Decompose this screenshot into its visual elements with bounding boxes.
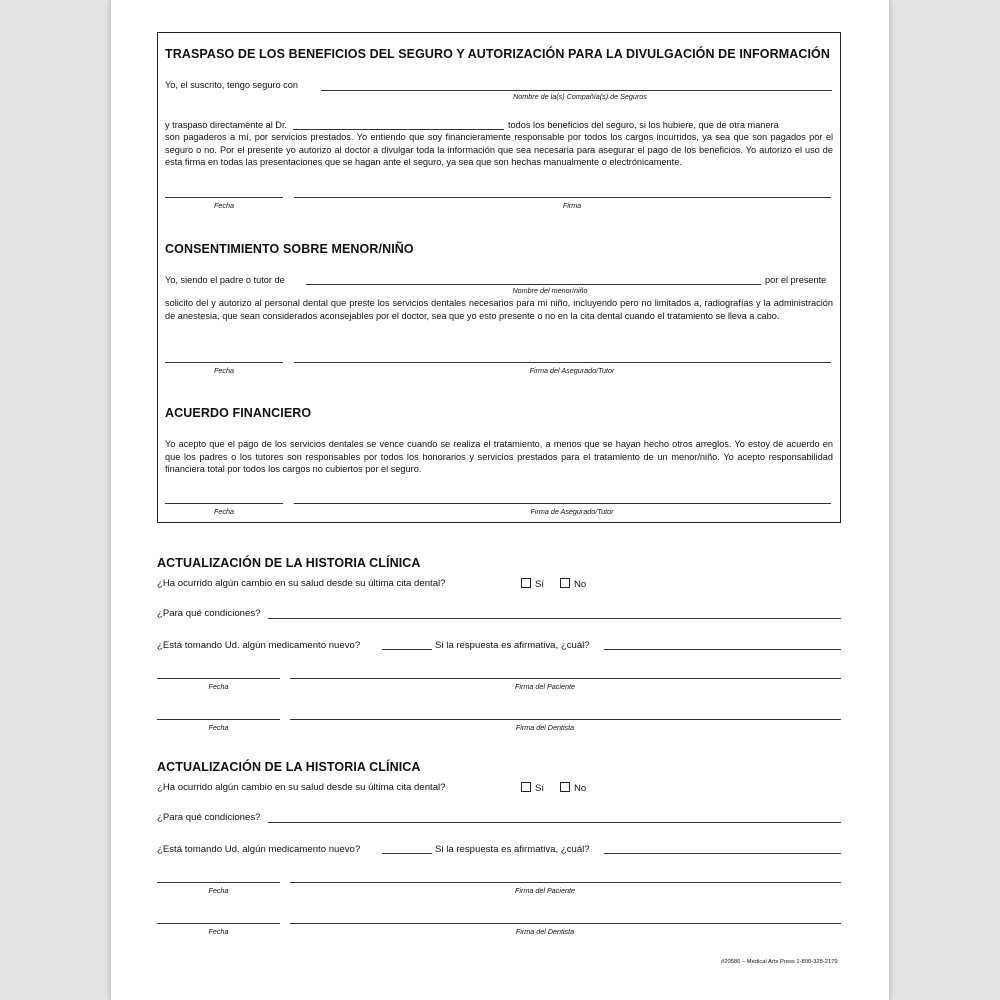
minor-name-field[interactable] <box>306 284 761 285</box>
financial-date-field[interactable] <box>165 503 283 504</box>
insured-with-label: Yo, el suscrito, tengo seguro con <box>165 80 298 90</box>
history1-conditions-question: ¿Para qué condiciones? <box>157 608 261 619</box>
history2-medication-field[interactable] <box>382 853 432 854</box>
financial-title: ACUERDO FINANCIERO <box>165 406 312 420</box>
history1-no-label: No <box>574 579 587 590</box>
minor-sign-caption: Firma del Asegurado/Tutor <box>529 366 615 375</box>
history1-no-option[interactable] <box>560 578 586 590</box>
history1-date-caption-1: Fecha <box>208 682 229 691</box>
minor-name-caption: Nombre del menor/niño <box>512 286 588 295</box>
minor-paragraph: solicito del y autorizo al personal dental que preste los servicios dentales necesarios para mi niño, incluyendo pero no limitados a, radiografías y la administración de anestesia, que sean considerados aconsejables por el doctor, sea que yo esto presente o no en la cita dental cuando el tratamiento se lleva a cabo. <box>165 298 833 321</box>
checkbox-icon[interactable] <box>521 782 531 792</box>
history1-date-caption-2: Fecha <box>208 723 229 732</box>
history1-patient-signature-field[interactable] <box>290 678 841 679</box>
history1-medication-field[interactable] <box>382 649 432 650</box>
history2-dentist-caption: Firma del Dentista <box>515 927 575 936</box>
history1-medication-question: ¿Está tomando Ud. algún medicamento nuevo? <box>157 640 361 651</box>
history2-no-option[interactable] <box>560 782 586 794</box>
history2-date-field-1[interactable] <box>157 882 280 883</box>
history2-conditions-question: ¿Para qué condiciones? <box>157 812 261 823</box>
minor-signature-field[interactable] <box>294 362 831 363</box>
guardian-line-end: por el presente <box>765 275 827 285</box>
form-footer: #20586 – Medical Arts Press 1-800-328-2179 <box>721 959 838 965</box>
history1-date-field-2[interactable] <box>157 719 280 720</box>
history2-title: ACTUALIZACIÓN DE LA HISTORIA CLÍNICA <box>157 760 421 774</box>
history1-which-field[interactable] <box>604 649 841 650</box>
dr-cont-text: todos los beneficios del seguro, si los hubiere, que de otra manera <box>508 120 779 130</box>
history2-date-field-2[interactable] <box>157 923 280 924</box>
doctor-name-field[interactable] <box>293 129 504 130</box>
history1-yes-option[interactable] <box>521 578 544 590</box>
history2-which-question: Si la respuesta es afirmativa, ¿cuál? <box>435 844 590 855</box>
history2-patient-caption: Firma del Paciente <box>515 886 575 895</box>
transfer-title: TRASPASO DE LOS BENEFICIOS DEL SEGURO Y AUTORIZACIÓN PARA LA DIVULGACIÓN DE INFORMACIÓN <box>165 47 830 61</box>
checkbox-icon[interactable] <box>560 782 570 792</box>
financial-signature-field[interactable] <box>294 503 831 504</box>
history1-conditions-field[interactable] <box>268 618 841 619</box>
history2-date-caption-2: Fecha <box>208 927 229 936</box>
minor-title: CONSENTIMIENTO SOBRE MENOR/NIÑO <box>165 242 414 256</box>
financial-paragraph: Yo acepto que el pago de los servicios dentales se vence cuando se realiza el tratamiento, a menos que se hayan hecho otros arreglos. Yo estoy de acuerdo en que los padres o los tutores son responsables por todos los honorarios y servicios prestados para el tratamiento de un menor/niño. Yo acepto responsabilidad financiera total por todos los cargos no cubiertos por el seguro. <box>165 439 833 475</box>
history2-conditions-field[interactable] <box>268 822 841 823</box>
history1-dentist-caption: Firma del Dentista <box>515 723 575 732</box>
history1-patient-caption: Firma del Paciente <box>515 682 575 691</box>
transfer-sign-caption: Firma <box>562 201 582 210</box>
history1-which-question: Si la respuesta es afirmativa, ¿cuál? <box>435 640 590 651</box>
history2-change-question: ¿Ha ocurrido algún cambio en su salud desde su última cita dental? <box>157 782 446 793</box>
history1-change-question: ¿Ha ocurrido algún cambio en su salud desde su última cita dental? <box>157 578 446 589</box>
history2-which-field[interactable] <box>604 853 841 854</box>
dr-label: y traspaso directamente al Dr. <box>165 120 288 130</box>
history2-dentist-signature-field[interactable] <box>290 923 841 924</box>
transfer-signature-field[interactable] <box>294 197 831 198</box>
history2-medication-question: ¿Está tomando Ud. algún medicamento nuevo? <box>157 844 361 855</box>
transfer-date-caption: Fecha <box>214 201 234 210</box>
history2-date-caption-1: Fecha <box>208 886 229 895</box>
history2-yes-option[interactable] <box>521 782 544 794</box>
guardian-label: Yo, siendo el padre o tutor de <box>165 275 285 285</box>
history2-yes-label: Sí <box>535 783 545 794</box>
transfer-date-field[interactable] <box>165 197 283 198</box>
checkbox-icon[interactable] <box>521 578 531 588</box>
financial-date-caption: Fecha <box>214 507 234 516</box>
minor-date-field[interactable] <box>165 362 283 363</box>
history1-dentist-signature-field[interactable] <box>290 719 841 720</box>
history1-title: ACTUALIZACIÓN DE LA HISTORIA CLÍNICA <box>157 556 421 570</box>
insurer-caption: Nombre de la(s) Compañía(s) de Seguros <box>513 92 647 101</box>
insurer-name-field[interactable] <box>321 90 832 91</box>
checkbox-icon[interactable] <box>560 578 570 588</box>
financial-sign-caption: Firma de Asegurado/Tutor <box>530 507 614 516</box>
transfer-paragraph: son pagaderos a mí, por servicios prestados. Yo entiendo que soy financieramente responsable por todos los cargos incurridos, ya sea que son pagados por el seguro o no. Por el presente yo autorizo al doctor a divulgar toda la información que sea necesaria para asegurar el pago de los beneficios. Yo autorizo el uso de esta firma en todas las presentaciones que se hagan ante el seguro, ya sea que son hechas manualmente o electrónicamente. <box>165 132 833 168</box>
history1-date-field-1[interactable] <box>157 678 280 679</box>
history1-yes-label: Sí <box>535 579 545 590</box>
history2-no-label: No <box>574 783 587 794</box>
minor-date-caption: Fecha <box>214 366 234 375</box>
history2-patient-signature-field[interactable] <box>290 882 841 883</box>
